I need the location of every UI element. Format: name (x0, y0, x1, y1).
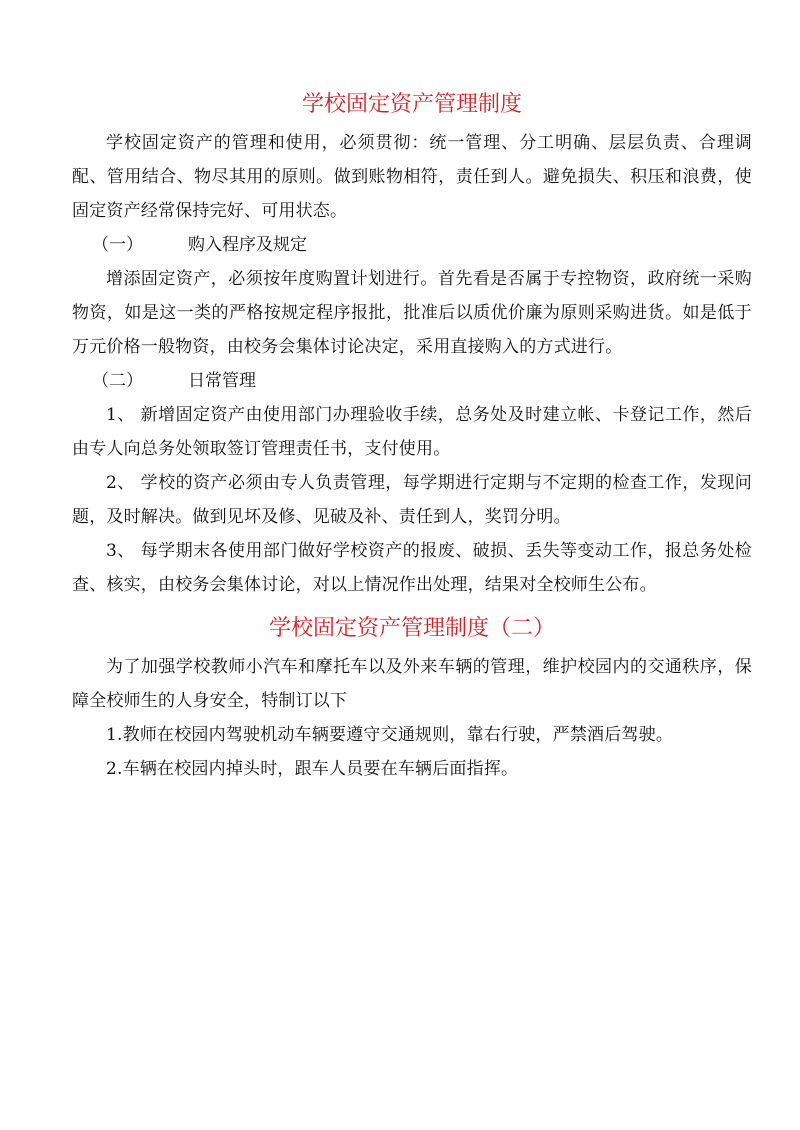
document-page (72, 88, 752, 786)
intro-paragraph-2: 为了加强学校教师小汽车和摩托车以及外来车辆的管理，维护校园内的交通秩序，保障全校师生的人身安全，特制订以下 (72, 657, 752, 711)
document-title: 学校固定资产管理制度 (301, 92, 522, 117)
intro-paragraph: 学校固定资产的管理和使用，必须贯彻：统一管理、分工明确、层层负责、合理调配、管用结合、物尽其用的原则。做到账物相符，责任到人。避免损失、积压和浪费，使固定资产经常保持完好、可用状态。 (72, 133, 752, 221)
section-heading-1 (72, 228, 752, 262)
section-body-1: 增添固定资产，必须按年度购置计划进行。首先看是否属于专控物资，政府统一采购物资，如是这一类的严格按规定程序报批，批准后以质优价廉为原则采购进货。如是低于 万元价格一般物资，由校务会集体讨论决定，采用直接购入的方式进行。 (72, 269, 752, 357)
rule-item: 2.车辆在校园内掉头时，跟车人员要在车辆后面指挥。 (106, 759, 519, 779)
document-title-2: 学校固定资产管理制度（二） (268, 616, 555, 641)
list-item: 1、 新增固定资产由使用部门办理验收手续，总务处及时建立帐、卡登记工作，然后由专人向总务处领取签订管理责任书，支付使用。 (72, 405, 752, 459)
section-heading-2 (72, 364, 752, 398)
list-item: 2、 学校的资产必须由专人负责管理，每学期进行定期与不定期的检查工作，发现问题，及时解决。做到见坏及修、见破及补、责任到人，奖罚分明。 (72, 473, 752, 527)
list-item: 3、 每学期末各使用部门做好学校资产的报废、破损、丢失等变动工作，报总务处检查、核实，由校务会集体讨论，对以上情况作出处理，结果对全校师生公布。 (72, 541, 752, 595)
section-number-1: （一） (92, 235, 143, 255)
section-number-2: （二） (92, 371, 143, 391)
section-label-2: 日常管理 (188, 371, 256, 391)
rule-item: 1.教师在校园内驾驶机动车辆要遵守交通规则，靠右行驶，严禁酒后驾驶。 (106, 725, 674, 745)
section-label-1: 购入程序及规定 (188, 235, 307, 255)
